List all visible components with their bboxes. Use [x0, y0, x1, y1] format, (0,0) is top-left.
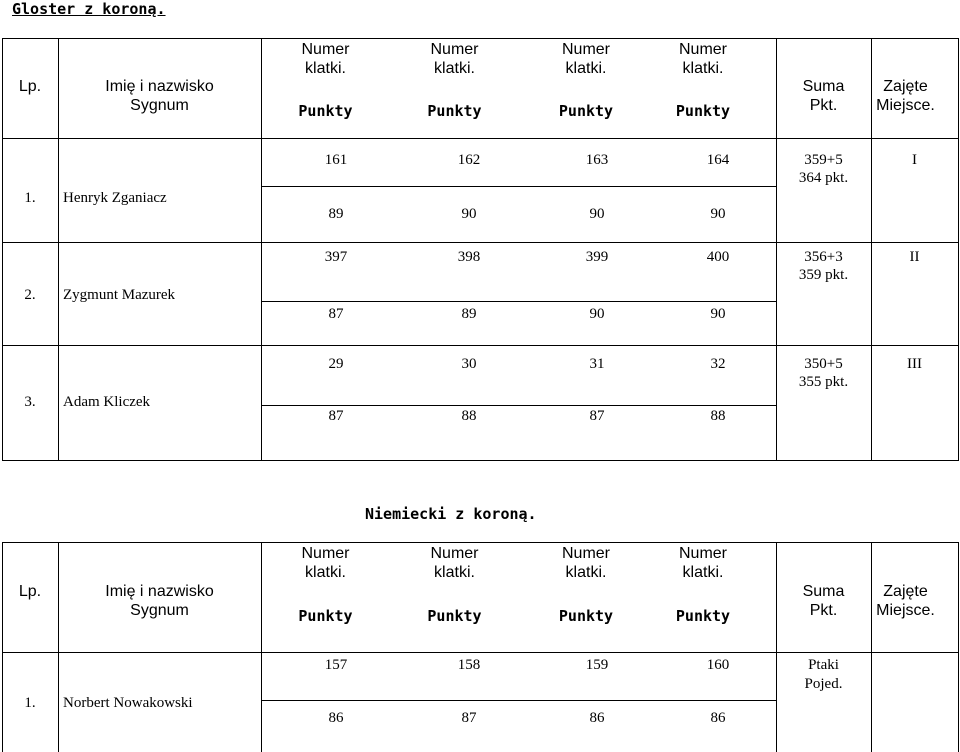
- points-value: 89: [328, 206, 344, 222]
- cage-number: 30: [461, 356, 477, 372]
- sum-base: 350+5: [804, 356, 843, 372]
- sum-total: 359 pkt.: [798, 267, 849, 283]
- header-numer-2: Numer: [430, 41, 479, 58]
- row-lp: 3.: [24, 394, 36, 410]
- sum-total: 355 pkt.: [798, 374, 849, 390]
- cage-number: 29: [328, 356, 344, 372]
- points-value: 86: [589, 710, 605, 726]
- cage-number: 157: [324, 657, 348, 673]
- header-klatki-1: klatki.: [305, 564, 346, 581]
- header-name: Imię i nazwisko: [105, 78, 214, 95]
- cage-number: 164: [706, 152, 730, 168]
- header-sygnum: Sygnum: [130, 97, 189, 114]
- cage-number: 160: [706, 657, 730, 673]
- header-pkt: Pkt.: [809, 602, 838, 619]
- header-punkty-4: Punkty: [675, 607, 731, 625]
- cage-number: 399: [585, 249, 609, 265]
- header-pkt: Pkt.: [809, 97, 838, 114]
- header-lp: Lp.: [18, 583, 42, 600]
- header-punkty-2: Punkty: [427, 102, 482, 120]
- row-lp: 2.: [24, 287, 36, 303]
- points-value: 87: [461, 710, 477, 726]
- header-numer-2: Numer: [430, 545, 479, 562]
- header-lp: Lp.: [18, 78, 42, 95]
- header-sygnum: Sygnum: [130, 602, 189, 619]
- header-zajete: Zajęte: [883, 78, 928, 95]
- sum-base: 359+5: [804, 152, 843, 168]
- header-suma: Suma: [802, 78, 845, 95]
- header-klatki-4: klatki.: [682, 564, 724, 581]
- cage-number: 398: [457, 249, 481, 265]
- points-value: 88: [461, 408, 477, 424]
- points-value: 86: [328, 710, 344, 726]
- cage-number: 163: [585, 152, 609, 168]
- points-value: 86: [710, 710, 726, 726]
- place: I: [912, 152, 917, 168]
- cage-number: 158: [457, 657, 481, 673]
- header-klatki-3: klatki.: [565, 60, 607, 77]
- header-numer-3: Numer: [561, 41, 610, 58]
- cage-number: 31: [589, 356, 605, 372]
- row-name: Norbert Nowakowski: [63, 695, 193, 711]
- points-value: 90: [710, 206, 726, 222]
- header-numer-1: Numer: [301, 41, 350, 58]
- header-klatki-2: klatki.: [434, 564, 475, 581]
- header-miejsce: Miejsce.: [876, 97, 935, 114]
- cage-number: 32: [710, 356, 726, 372]
- row-name: Zygmunt Mazurek: [63, 287, 176, 303]
- points-value: 90: [589, 206, 605, 222]
- cage-number: 161: [324, 152, 348, 168]
- section-title-niemiecki: Niemiecki z koroną.: [365, 505, 537, 523]
- row-lp: 1.: [24, 695, 36, 711]
- section-title-gloster: Gloster z koroną.: [12, 0, 166, 18]
- header-punkty-3: Punkty: [558, 102, 614, 120]
- header-miejsce: Miejsce.: [876, 602, 935, 619]
- sum-base: 356+3: [804, 249, 843, 265]
- place: III: [907, 356, 922, 372]
- sum-total: Pojed.: [804, 676, 843, 692]
- row-name: Adam Kliczek: [63, 394, 151, 410]
- header-klatki-1: klatki.: [305, 60, 346, 77]
- header-numer-4: Numer: [678, 545, 727, 562]
- sum-base: Ptaki: [808, 657, 839, 673]
- header-punkty-2: Punkty: [427, 607, 482, 625]
- header-punkty-1: Punkty: [298, 607, 353, 625]
- header-zajete: Zajęte: [883, 583, 928, 600]
- row-name: Henryk Zganiacz: [63, 190, 167, 206]
- header-klatki-2: klatki.: [434, 60, 475, 77]
- header-punkty-1: Punkty: [298, 102, 353, 120]
- points-value: 87: [328, 408, 344, 424]
- sum-total: 364 pkt.: [798, 170, 849, 186]
- header-klatki-3: klatki.: [565, 564, 607, 581]
- header-suma: Suma: [802, 583, 845, 600]
- points-value: 90: [461, 206, 477, 222]
- header-name: Imię i nazwisko: [105, 583, 214, 600]
- cage-number: 400: [706, 249, 730, 265]
- points-value: 87: [328, 306, 344, 322]
- cage-number: 162: [457, 152, 481, 168]
- header-numer-3: Numer: [561, 545, 610, 562]
- points-value: 90: [710, 306, 726, 322]
- cage-number: 397: [324, 249, 348, 265]
- place: II: [909, 249, 920, 265]
- points-value: 88: [710, 408, 726, 424]
- points-value: 90: [589, 306, 605, 322]
- row-lp: 1.: [24, 190, 36, 206]
- header-numer-1: Numer: [301, 545, 350, 562]
- header-punkty-4: Punkty: [675, 102, 731, 120]
- header-punkty-3: Punkty: [558, 607, 614, 625]
- points-value: 87: [589, 408, 605, 424]
- points-value: 89: [461, 306, 477, 322]
- header-klatki-4: klatki.: [682, 60, 724, 77]
- header-numer-4: Numer: [678, 41, 727, 58]
- cage-number: 159: [585, 657, 609, 673]
